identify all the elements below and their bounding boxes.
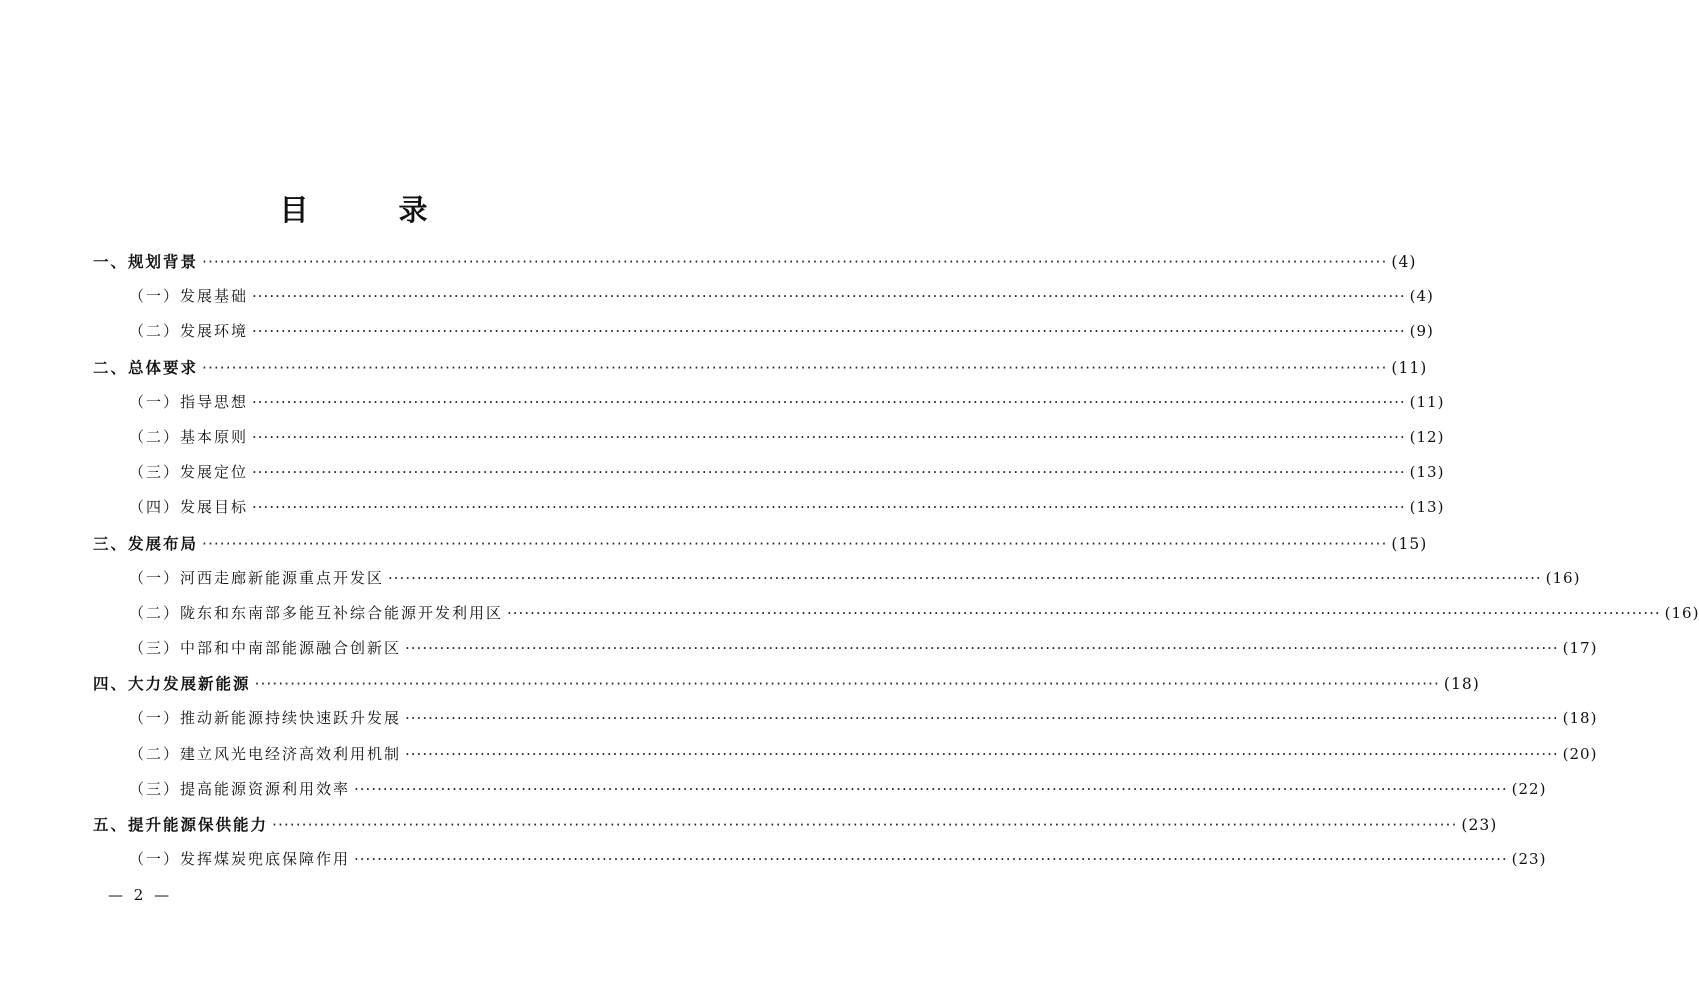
toc-entry-page-number: (4) — [1391, 253, 1417, 271]
toc-leader-dots: ········································································································································································································ — [252, 498, 1406, 517]
toc-entry-page-number: (13) — [1409, 498, 1445, 517]
toc-entry-label: （二）陇东和东南部多能互补综合能源开发利用区 — [129, 603, 504, 622]
toc-leader-dots: ········································································································································································································ — [354, 850, 1508, 869]
toc-entry-label: （三）提高能源资源利用效率 — [129, 779, 351, 798]
toc-section-entry[interactable] — [93, 567, 1581, 602]
toc-leader-dots: ········································································································································································································ — [272, 816, 1458, 834]
page-title: 目 录 — [279, 193, 468, 227]
toc-leader-dots: ········································································································································································································ — [202, 253, 1388, 271]
toc-entry-page-number: (18) — [1443, 675, 1480, 694]
toc-entry-label: （一）推动新能源持续快速跃升发展 — [129, 709, 402, 728]
toc-entry-label: （一）发挥煤炭兜底保障作用 — [129, 850, 351, 869]
toc-chapter-entry[interactable] — [93, 532, 1428, 567]
table-of-contents — [93, 250, 1699, 883]
toc-leader-dots: ········································································································································································································ — [507, 603, 1661, 622]
toc-leader-dots: ········································································································································································································ — [202, 534, 1388, 553]
toc-section-entry[interactable] — [93, 743, 1598, 778]
toc-entry-label: 五、提升能源保供能力 — [93, 816, 269, 834]
toc-entry-label: 四、大力发展新能源 — [93, 675, 251, 694]
toc-section-entry[interactable] — [93, 496, 1445, 531]
toc-entry-label: （一）河西走廊新能源重点开发区 — [129, 568, 385, 587]
toc-chapter-entry[interactable] — [93, 356, 1428, 391]
toc-section-entry[interactable] — [93, 778, 1547, 813]
toc-leader-dots: ········································································································································································································ — [354, 779, 1508, 798]
toc-entry-page-number: (13) — [1409, 463, 1445, 482]
toc-entry-label: 一、规划背景 — [93, 253, 199, 271]
toc-leader-dots: ········································································································································································································ — [388, 568, 1542, 587]
toc-leader-dots: ········································································································································································································ — [405, 639, 1559, 658]
toc-entry-page-number: (23) — [1511, 850, 1547, 869]
toc-entry-page-number: (11) — [1391, 358, 1428, 377]
toc-section-entry[interactable] — [93, 285, 1434, 320]
toc-entry-label: （四）发展目标 — [129, 498, 249, 517]
toc-entry-page-number: (23) — [1461, 816, 1498, 834]
toc-section-entry[interactable] — [93, 391, 1445, 426]
toc-entry-page-number: (16) — [1545, 568, 1581, 587]
toc-entry-label: （二）发展环境 — [129, 322, 249, 341]
toc-leader-dots: ········································································································································································································ — [252, 463, 1406, 482]
toc-leader-dots: ········································································································································································································ — [405, 744, 1559, 763]
toc-entry-label: 二、总体要求 — [93, 358, 199, 377]
toc-entry-page-number: (17) — [1562, 639, 1598, 658]
toc-section-entry[interactable] — [93, 320, 1434, 355]
toc-entry-label: （三）中部和中南部能源融合创新区 — [129, 639, 402, 658]
toc-section-entry[interactable] — [93, 637, 1598, 672]
toc-section-entry[interactable] — [93, 426, 1445, 461]
toc-leader-dots: ········································································································································································································ — [252, 427, 1406, 446]
toc-entry-label: （一）指导思想 — [129, 392, 249, 411]
toc-leader-dots: ········································································································································································································ — [252, 287, 1406, 306]
toc-entry-label: 三、发展布局 — [93, 534, 199, 553]
toc-entry-label: （三）发展定位 — [129, 463, 249, 482]
toc-entry-page-number: (22) — [1511, 779, 1547, 798]
toc-entry-label: （二）建立风光电经济高效利用机制 — [129, 744, 402, 763]
page-number-footer: — 2 — — [108, 886, 173, 904]
toc-entry-label: （一）发展基础 — [129, 287, 249, 306]
toc-chapter-entry[interactable] — [93, 250, 1417, 285]
toc-section-entry[interactable] — [93, 461, 1445, 496]
toc-leader-dots: ········································································································································································································ — [202, 358, 1388, 377]
toc-entry-page-number: (4) — [1409, 287, 1434, 306]
toc-entry-page-number: (11) — [1409, 392, 1445, 411]
toc-chapter-entry[interactable] — [93, 672, 1480, 707]
toc-entry-page-number: (16) — [1664, 603, 1699, 622]
toc-section-entry[interactable] — [93, 707, 1598, 742]
toc-leader-dots: ········································································································································································································ — [405, 709, 1559, 728]
toc-leader-dots: ········································································································································································································ — [252, 392, 1406, 411]
toc-entry-page-number: (18) — [1562, 709, 1598, 728]
toc-leader-dots: ········································································································································································································ — [254, 675, 1440, 694]
toc-entry-page-number: (9) — [1409, 322, 1434, 341]
toc-section-entry[interactable] — [93, 848, 1547, 883]
toc-entry-page-number: (20) — [1562, 744, 1598, 763]
toc-entry-page-number: (12) — [1409, 427, 1445, 446]
toc-entry-page-number: (15) — [1391, 534, 1428, 553]
toc-section-entry[interactable] — [93, 602, 1699, 637]
toc-entry-label: （二）基本原则 — [129, 427, 249, 446]
toc-chapter-entry[interactable] — [93, 813, 1498, 848]
toc-leader-dots: ········································································································································································································ — [252, 322, 1406, 341]
